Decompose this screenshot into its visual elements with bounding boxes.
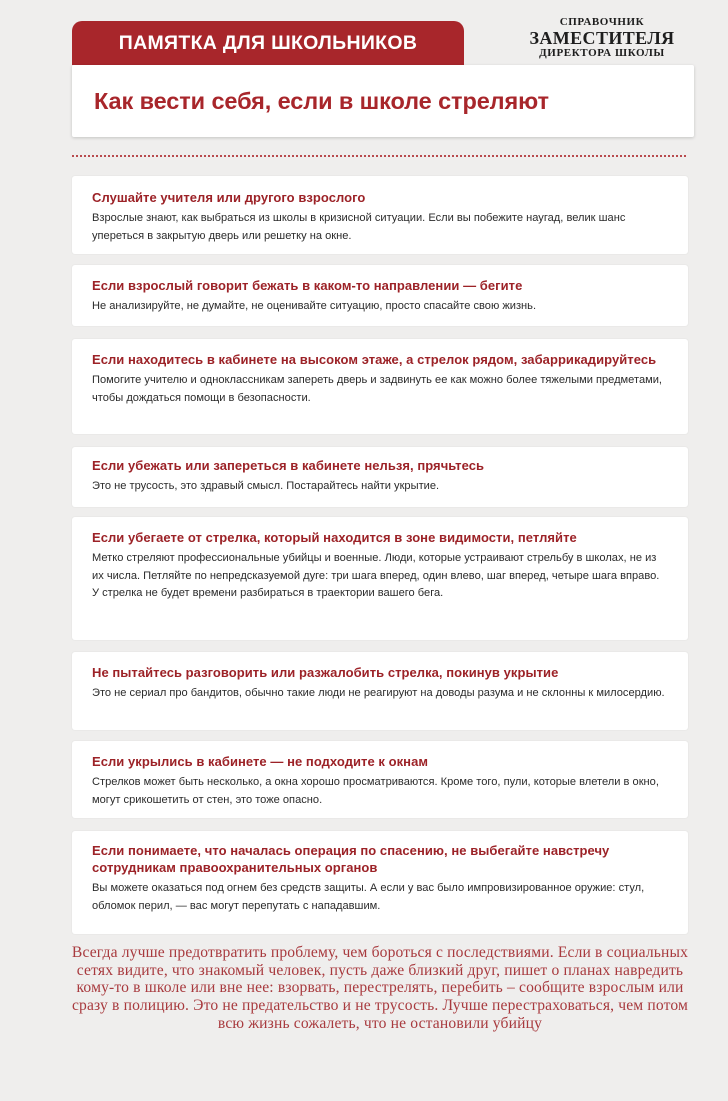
tip-heading: Если находитесь в кабинете на высоком этаже, а стрелок рядом, забаррикадируйтесь bbox=[92, 352, 657, 367]
tip-card-6 bbox=[72, 652, 688, 730]
brand-logo bbox=[508, 17, 696, 59]
tip-text: Метко стреляют профессиональные убийцы и военные. Люди, которые устраивают стрельбу в школах, не из их числа. Петляйте по непредсказуемой дуге: три шага вперед, один влево, шаг вперед, четыре шага вправо. У стрелка не будет времени разбираться в траектории вашего бега. bbox=[92, 552, 660, 599]
tip-heading: Если убегаете от стрелка, который находится в зоне видимости, петляйте bbox=[92, 530, 577, 545]
title-card bbox=[72, 65, 694, 137]
tip-heading: Если понимаете, что началась операция по спасению, не выбегайте навстречу сотрудникам правоохранительных органов bbox=[92, 843, 610, 875]
tip-heading: Если убежать или запереться в кабинете нельзя, прячьтесь bbox=[92, 458, 485, 473]
tip-card-7 bbox=[72, 741, 688, 818]
tip-heading: Если укрылись в кабинете — не подходите к окнам bbox=[92, 754, 429, 769]
tip-heading: Не пытайтесь разговорить или разжалобить стрелка, покинув укрытие bbox=[92, 665, 559, 680]
tip-card-3 bbox=[72, 339, 688, 434]
tip-text: Это не сериал про бандитов, обычно такие люди не реагируют на доводы разума и не склонны к милосердию. bbox=[92, 687, 665, 699]
tip-text: Стрелков может быть несколько, а окна хорошо просматриваются. Кроме того, пули, которые влетели в окно, могут срикошетить от стен, это тоже опасно. bbox=[92, 776, 659, 806]
tip-card-2 bbox=[72, 265, 688, 326]
tip-text: Взрослые знают, как выбраться из школы в кризисной ситуации. Если вы побежите наугад, велик шанс упереться в закрытую дверь или решетку на окне. bbox=[92, 212, 626, 242]
tip-text: Не анализируйте, не думайте, не оценивайте ситуацию, просто спасайте свою жизнь. bbox=[92, 300, 537, 312]
memo-tab bbox=[72, 21, 464, 65]
brand-line-3: ДИРЕКТОРА ШКОЛЫ bbox=[539, 47, 665, 59]
footer-note: Всегда лучше предотвратить проблему, чем бороться с последствиями. Если в социальных сетях видите, что знакомый человек, пусть даже близкий друг, пишет о планах навредить кому-то в школе или вне нее: взорвать, перестрелять, перебить – сообщите взрослым или сразу в полицию. Это не предательство и не трусость. Лучше перестраховаться, чем потом всю жизнь сожалеть, что не остановили убийцу bbox=[71, 944, 689, 1032]
tip-card-4 bbox=[72, 447, 688, 507]
tip-card-8 bbox=[72, 831, 688, 934]
tip-heading: Слушайте учителя или другого взрослого bbox=[92, 190, 366, 205]
tip-card-5 bbox=[72, 517, 688, 640]
tip-card-1 bbox=[72, 176, 688, 254]
brand-line-2: ЗАМЕСТИТЕЛЯ bbox=[529, 28, 675, 48]
tip-heading: Если взрослый говорит бежать в каком-то направлении — бегите bbox=[92, 278, 523, 293]
tip-text: Помогите учителю и одноклассникам запереть дверь и задвинуть ее как можно более тяжелыми предметами, чтобы дождаться помощи в безопасности. bbox=[92, 374, 663, 404]
tip-text: Вы можете оказаться под огнем без средств защиты. А если у вас было импровизированное оружие: стул, обломок перил, — вас могут перепутать с нападавшим. bbox=[92, 882, 645, 912]
brand-line-1: СПРАВОЧНИК bbox=[559, 16, 645, 28]
page-title: Как вести себя, если в школе стреляют bbox=[94, 87, 549, 114]
dotted-divider bbox=[72, 155, 686, 157]
memo-tab-label: ПАМЯТКА ДЛЯ ШКОЛЬНИКОВ bbox=[118, 31, 418, 54]
tip-text: Это не трусость, это здравый смысл. Постарайтесь найти укрытие. bbox=[92, 480, 440, 492]
